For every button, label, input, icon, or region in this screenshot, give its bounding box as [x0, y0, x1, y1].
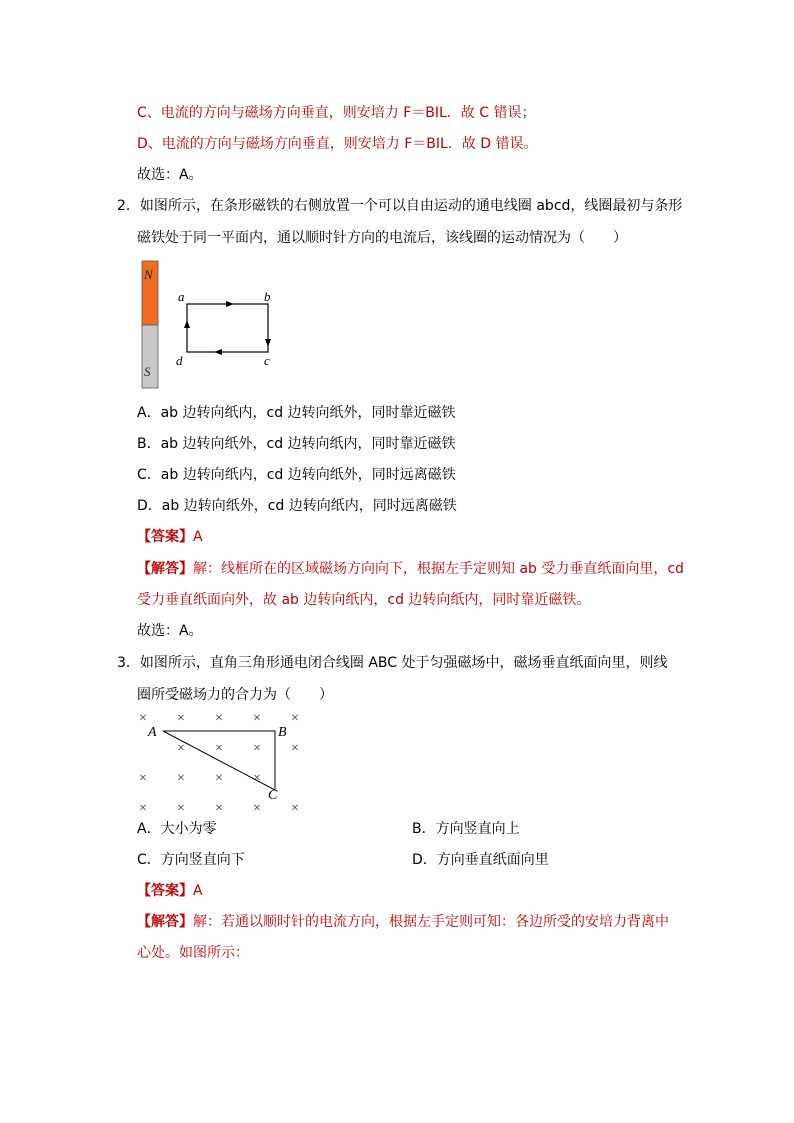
field-cross: ×	[215, 801, 223, 816]
q3-option-a: A．大小为零	[137, 821, 217, 837]
field-cross: ×	[215, 771, 223, 786]
q3-solution-tag: 【解答】	[137, 914, 193, 930]
field-cross: ×	[215, 711, 223, 726]
q3-stem-line-2: 圈所受磁场力的合力为（ ）	[137, 687, 333, 703]
q3-answer-tag: 【答案】	[137, 883, 193, 899]
q2-option-b: B．ab 边转向纸外，cd 边转向纸内，同时靠近磁铁	[137, 436, 456, 452]
field-cross: ×	[291, 801, 299, 816]
vertex-C-label: C	[268, 788, 278, 803]
q2-solution-text-1: 解：线框所在的区域磁场方向向下，根据左手定则知 ab 受力垂直纸面向里，cd	[193, 561, 684, 577]
field-cross: ×	[177, 741, 185, 756]
magnet-n-label: N	[144, 267, 153, 282]
current-arrow-da	[184, 320, 190, 328]
q2-answer-value: A	[193, 529, 203, 545]
field-cross: ×	[139, 801, 147, 816]
q3-option-c: C．方向竖直向下	[137, 852, 245, 868]
q2-option-d: D．ab 边转向纸外，cd 边转向纸内，同时远离磁铁	[137, 498, 457, 514]
q3-solution-line-1	[137, 912, 669, 932]
vertex-d-label: d	[176, 353, 183, 368]
field-cross: ×	[139, 771, 147, 786]
vertex-a-label: a	[178, 289, 185, 304]
field-cross: ×	[177, 801, 185, 816]
prev-option-d-explanation: D、电流的方向与磁场方向垂直，则安培力 F＝BIL．故 D 错误。	[137, 136, 538, 152]
q3-answer	[137, 881, 203, 901]
q3-triangle-field-figure	[130, 705, 310, 817]
q2-solution-line-1	[137, 559, 684, 579]
current-arrow-bc	[265, 339, 271, 347]
q2-option-c: C．ab 边转向纸内，cd 边转向纸外，同时远离磁铁	[137, 467, 456, 483]
q2-stem-line-2: 磁铁处于同一平面内，通以顺时针方向的电流后，该线圈的运动情况为（ ）	[137, 230, 627, 246]
q3-solution-text-1: 解：若通以顺时针的电流方向，根据左手定则可知：各边所受的安培力背离中	[193, 914, 669, 930]
q2-answer	[137, 527, 203, 547]
current-arrow-cd	[214, 349, 222, 355]
q2-magnet-coil-figure	[130, 255, 290, 390]
q2-solution-tag: 【解答】	[137, 561, 193, 577]
vertex-B-label: B	[278, 725, 287, 740]
q2-solution-line-2: 受力垂直纸面向外，故 ab 边转向纸内，cd 边转向纸内，同时靠近磁铁。	[137, 592, 591, 608]
field-cross: ×	[253, 741, 261, 756]
field-cross: ×	[177, 711, 185, 726]
field-cross: ×	[215, 741, 223, 756]
q3-solution-line-2: 心处。如图所示：	[137, 945, 249, 961]
field-cross: ×	[253, 771, 261, 786]
q2-choice: 故选：A。	[137, 623, 203, 639]
prev-option-c-explanation: C、电流的方向与磁场方向垂直，则安培力 F＝BIL．故 C 错误；	[137, 105, 536, 121]
q2-answer-tag: 【答案】	[137, 529, 193, 545]
vertex-b-label: b	[264, 289, 271, 304]
field-cross: ×	[177, 771, 185, 786]
field-cross: ×	[139, 711, 147, 726]
coil-abcd	[187, 304, 268, 352]
q3-option-b: B．方向竖直向上	[412, 821, 520, 837]
q3-stem-line-1: 3．如图所示，直角三角形通电闭合线圈 ABC 处于匀强磁场中，磁场垂直纸面向里，则线	[117, 655, 668, 671]
vertex-A-label: A	[148, 725, 157, 740]
field-cross: ×	[253, 711, 261, 726]
vertex-c-label: c	[264, 353, 270, 368]
q3-answer-value: A	[193, 883, 203, 899]
field-cross: ×	[253, 801, 261, 816]
current-arrow-ab	[226, 301, 234, 307]
q2-stem-line-1: 2．如图所示，在条形磁铁的右侧放置一个可以自由运动的通电线圈 abcd，线圈最初与条形	[117, 198, 683, 214]
q3-option-d: D．方向垂直纸面向里	[412, 852, 549, 868]
field-cross: ×	[291, 741, 299, 756]
prev-choice: 故选：A。	[137, 167, 203, 183]
field-cross: ×	[291, 711, 299, 726]
q2-option-a: A．ab 边转向纸内，cd 边转向纸外，同时靠近磁铁	[137, 405, 456, 421]
magnet-s-label: S	[144, 364, 151, 379]
